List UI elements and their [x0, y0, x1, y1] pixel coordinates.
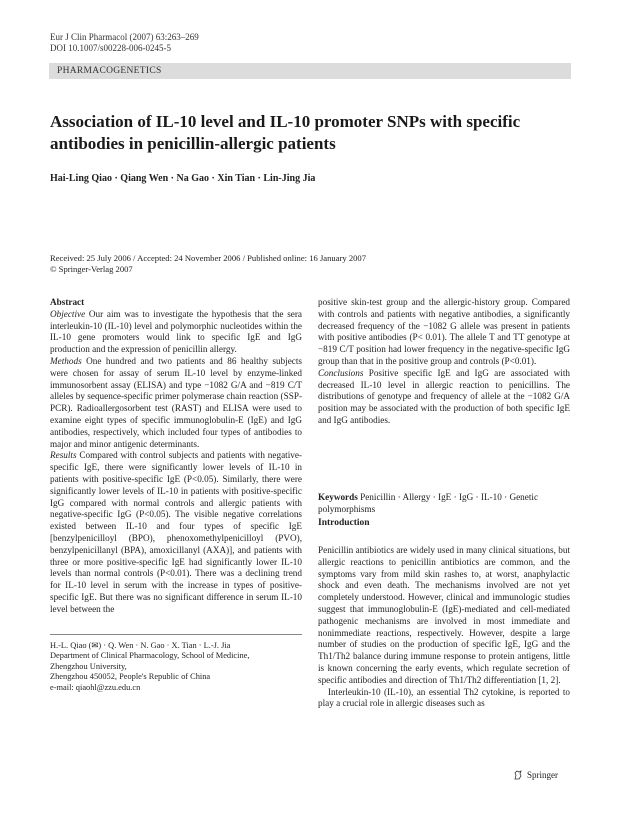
introduction-heading: Introduction: [318, 518, 370, 528]
methods-label: Methods: [50, 355, 82, 366]
author-list: Hai-Ling Qiao · Qiang Wen · Na Gao · Xin Tian · Lin-Jing Jia: [50, 173, 316, 184]
methods-text: One hundred and two patients and 86 healthy subjects were chosen for assay of serum IL-10 level by enzyme-linked immunosorbent assay (ELISA) and type −1082 G/A and −819 C/T alleles by sequence-specific primer polymerase chain reaction (SSP-PCR). Radioallergosorbent test (RAST) and ELISA were used to examine eight types of specific immunoglobulin-E (IgE) and IgG antibodies, respectively, which included four types of antibodies to major and minor antigenic determinants.: [50, 355, 302, 449]
journal-citation: [50, 32, 199, 54]
abstract-objective: [50, 309, 302, 356]
objective-label: Objective: [50, 308, 86, 319]
author-affiliation: [50, 641, 302, 693]
abstract-methods: [50, 356, 302, 450]
abstract-heading: Abstract: [50, 297, 85, 307]
abstract-left-column: [50, 297, 302, 616]
affiliation-university: Zhengzhou University,: [50, 661, 127, 671]
conclusions-text: Positive specific IgE and IgG are associated with decreased IL-10 level in allergic reaction to penicillins. The distributions of genotype and frequency of allele at the −1082 G/A position may be associated with the production of both specific IgE and IgG antibodies.: [318, 367, 570, 425]
conclusions-label: Conclusions: [318, 367, 364, 378]
affiliation-names: H.-L. Qiao (✉) · Q. Wen · N. Gao · X. Tian · L.-J. Jia: [50, 641, 231, 650]
footnote-divider: [50, 634, 302, 635]
keywords-text: Penicillin · Allergy · IgE · IgG · IL-10 · Genetic polymorphisms: [318, 492, 539, 514]
abstract-right-column: [318, 297, 570, 427]
abstract-conclusions: [318, 368, 570, 427]
affiliation-city: Zhengzhou 450052, People's Republic of China: [50, 672, 211, 682]
copyright-line: © Springer-Verlag 2007: [50, 264, 133, 274]
introduction-paragraph-1: Penicillin antibiotics are widely used in many clinical situations, but allergic reactions to penicillin antibiotics are common, and the symptoms vary from mild skin rashes to, at worst, anaphylactic shock and even death. The mechanisms involved are not yet completely understood. However, clinical and immunologic studies suggest that immunoglobulin-E (IgE)-mediated and cell-mediated pathogenic mechanisms are involved in most immediate and nonimmediate reactions, respectively. However, despite a large number of studies on the production of specific IgE, IgG and the Th1/Th2 balance during immune response to protein antigens, little is known concerning the early events, which regulate secretion of specific antibodies and direction of Th1/Th2 differentiation [1, 2].: [318, 545, 570, 685]
section-label: PHARMACOGENETICS: [57, 66, 162, 76]
received-line: Received: 25 July 2006 / Accepted: 24 November 2006 / Published online: 16 January 2007: [50, 253, 367, 263]
results-label: Results: [50, 450, 77, 461]
affiliation-email[interactable]: e-mail: qiaohl@zzu.edu.cn: [50, 682, 141, 692]
publisher-logo: [513, 770, 558, 780]
introduction-body: [318, 545, 570, 710]
affiliation-department: Department of Clinical Pharmacology, School of Medicine,: [50, 651, 250, 661]
springer-horse-icon: [513, 770, 523, 780]
keywords: [318, 492, 570, 516]
journal-reference: Eur J Clin Pharmacol (2007) 63:263–269: [50, 32, 199, 42]
abstract-results: [50, 450, 302, 615]
doi: DOI 10.1007/s00228-006-0245-5: [50, 43, 171, 53]
introduction-paragraph-2: Interleukin-10 (IL-10), an essential Th2 cytokine, is reported to play a crucial role in allergic diseases such as: [318, 686, 570, 709]
publisher-name: Springer: [527, 770, 558, 780]
objective-text: Our aim was to investigate the hypothesis that the sera interleukin-10 (IL-10) level and polymorphic nucleotides within the IL-10 gene promoters would link to specific IgE and IgG production and the expression of penicillin allergy.: [50, 308, 302, 355]
article-title: Association of IL-10 level and IL-10 promoter SNPs with specific antibodies in penicillin-allergic patients: [50, 112, 521, 153]
results-text: Compared with control subjects and patients with negative-specific IgE, there were significantly lower levels of IL-10 in patients with positive-specific IgE (P<0.05). Similarly, there were significantly lower levels of IL-10 in patients with positive-specific IgG compared with normal controls and allergic patients with negative-specific IgG (P<0.05). The visible negative correlations existed between IL-10 and four types of specific IgE [benzylpenicilloyl (BPO), phenoxomethylpenicilloyl (PVO), benzylpenicillanyl (BPA), amoxicillanyl (AXA)], and patients with three or more positive-specific IgE had significantly lower IL-10 levels than normal controls (P<0.01). There was a declining trend for IL-10 level in serum with the increase in types of positive-specific IgE. But there was no significant difference in serum IL-10 level between the: [50, 450, 302, 614]
abstract-results-continued: positive skin-test group and the allergic-history group. Compared with controls and patients with negative antibodies, a significantly decreased frequency of the −1082 G allele was present in patients with positive antibodies (P< 0.01). The allele T and TT genotype at −819 C/T position had lower frequency in the negative-specific IgG group than that in the positive group and controls (P<0.01).: [318, 297, 570, 366]
publication-dates: [50, 253, 570, 275]
section-bar: [49, 63, 571, 79]
keywords-label: Keywords: [318, 492, 358, 502]
